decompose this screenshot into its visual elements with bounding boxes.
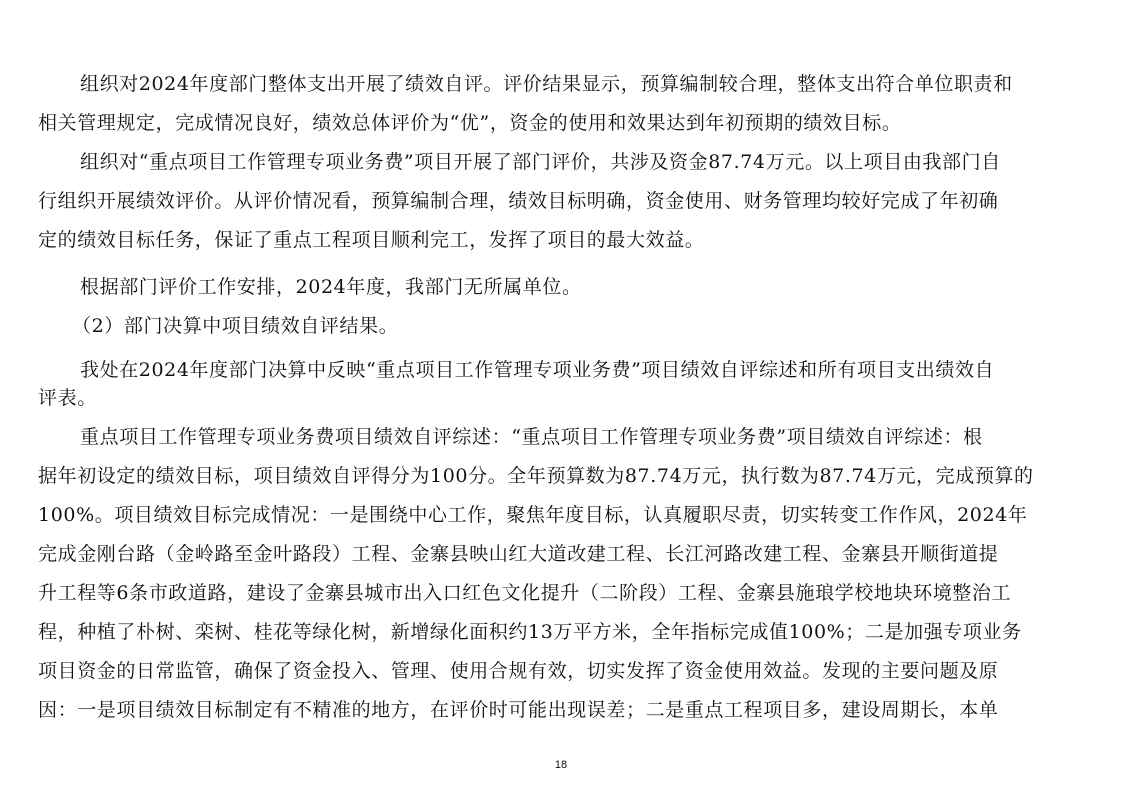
paragraph-6-line-6: 程，种植了朴树、栾树、桂花等绿化树，新增绿化面积约13万平方米，全年指标完成值100%；二是加强专项业务	[38, 621, 1022, 643]
paragraph-1-line-1: 组织对2024年度部门整体支出开展了绩效自评。评价结果显示，预算编制较合理，整体支出符合单位职责和	[80, 73, 1013, 95]
paragraph-6-line-1: 重点项目工作管理专项业务费项目绩效自评综述：“重点项目工作管理专项业务费”项目绩效自评综述：根	[80, 426, 983, 448]
paragraph-1-line-2: 相关管理规定，完成情况良好，绩效总体评价为“优”，资金的使用和效果达到年初预期的绩效目标。	[38, 112, 902, 134]
paragraph-2-line-1: 组织对“重点项目工作管理专项业务费”项目开展了部门评价，共涉及资金87.74万元。以上项目由我部门自	[80, 151, 1001, 173]
section-heading: （2）部门决算中项目绩效自评结果。	[72, 315, 399, 337]
paragraph-6-line-4: 完成金刚台路（金岭路至金叶路段）工程、金寨县映山红大道改建工程、长江河路改建工程、金寨县开顺街道提	[38, 543, 999, 565]
paragraph-5-line-1: 我处在2024年度部门决算中反映“重点项目工作管理专项业务费”项目绩效自评综述和所有项目支出绩效自	[80, 359, 995, 381]
paragraph-3-line-1: 根据部门评价工作安排，2024年度，我部门无所属单位。	[80, 276, 582, 298]
paragraph-5-line-2: 评表。	[38, 387, 97, 409]
paragraph-6-line-2: 据年初设定的绩效目标，项目绩效自评得分为100分。全年预算数为87.74万元，执行数为87.74万元，完成预算的	[38, 465, 1034, 487]
paragraph-6-line-8: 因：一是项目绩效目标制定有不精准的地方，在评价时可能出现误差；二是重点工程项目多，建设周期长，本单	[38, 699, 999, 721]
paragraph-6-line-5: 升工程等6条市政道路，建设了金寨县城市出入口红色文化提升（二阶段）工程、金寨县施琅学校地块环境整治工	[38, 582, 1012, 604]
page-number: 18	[554, 759, 568, 771]
paragraph-2-line-2: 行组织开展绩效评价。从评价情况看，预算编制合理，绩效目标明确，资金使用、财务管理均较好完成了年初确	[38, 190, 999, 212]
paragraph-6-line-7: 项目资金的日常监管，确保了资金投入、管理、使用合规有效，切实发挥了资金使用效益。发现的主要问题及原	[38, 660, 999, 682]
paragraph-6-line-3: 100%。项目绩效目标完成情况：一是围绕中心工作，聚焦年度目标，认真履职尽责，切实转变工作作风，2024年	[38, 504, 1028, 526]
paragraph-2-line-3: 定的绩效目标任务，保证了重点工程项目顺利完工，发挥了项目的最大效益。	[38, 229, 705, 251]
